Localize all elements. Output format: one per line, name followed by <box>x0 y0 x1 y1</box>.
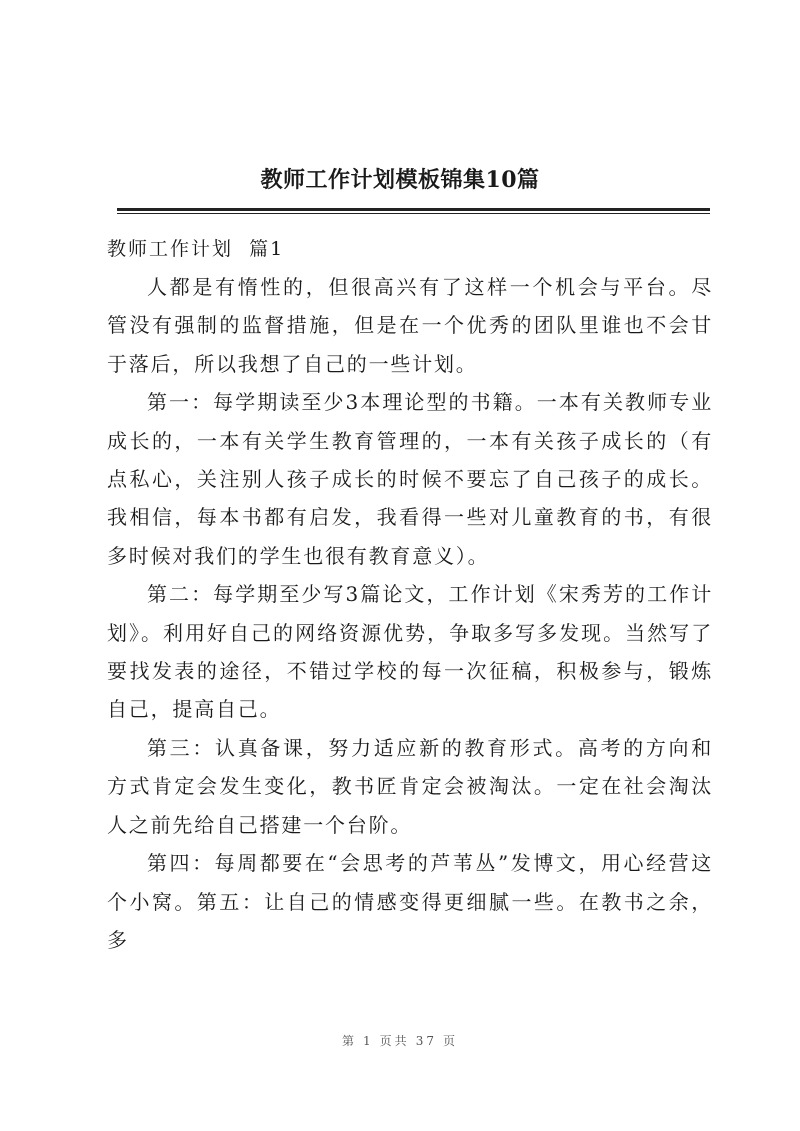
footer-current-page: 1 <box>363 1034 374 1048</box>
page-title: 教师工作计划模板锦集10篇 <box>260 167 540 193</box>
body-text <box>107 268 713 959</box>
paragraph: 人都是有惰性的，但很高兴有了这样一个机会与平台。尽管没有强制的监督措施，但是在一个优秀的团队里谁也不会甘于落后，所以我想了自己的一些计划。 <box>107 275 713 376</box>
paragraph: 第一：每学期读至少3本理论型的书籍。一本有关教师专业成长的，一本有关学生教育管理的，一本有关孩子成长的（有点私心，关注别人孩子成长的时候不要忘了自己孩子的成长。我相信，每本书都有启发，我看得一些对儿童教育的书，有很多时候对我们的学生也很有教育意义）。 <box>107 390 713 568</box>
paragraph: 第三：认真备课，努力适应新的教育形式。高考的方向和方式肯定会发生变化，教书匠肯定会被淘汰。一定在社会淘汰人之前先给自己搭建一个台阶。 <box>107 735 713 837</box>
paragraph: 第二：每学期至少写3篇论文，工作计划《宋秀芳的工作计划》。利用好自己的网络资源优势，争取多写多发现。当然写了要找发表的途径，不错过学校的每一次征稿，积极参与，锻炼自己，提高自己。 <box>107 582 713 722</box>
page-footer <box>0 1032 800 1049</box>
footer-label-of: 页共 <box>379 1034 410 1048</box>
paragraph: 第四：每周都要在“会思考的芦苇丛”发博文，用心经营这个小窝。第五：让自己的情感变得更细腻一些。在教书之余，多 <box>107 851 713 952</box>
footer-total-pages: 37 <box>415 1034 437 1048</box>
title-divider <box>117 208 710 211</box>
footer-label-end: 页 <box>442 1034 458 1048</box>
footer-label-page: 第 <box>342 1034 358 1048</box>
section-heading: 教师工作计划 篇1 <box>107 238 285 260</box>
